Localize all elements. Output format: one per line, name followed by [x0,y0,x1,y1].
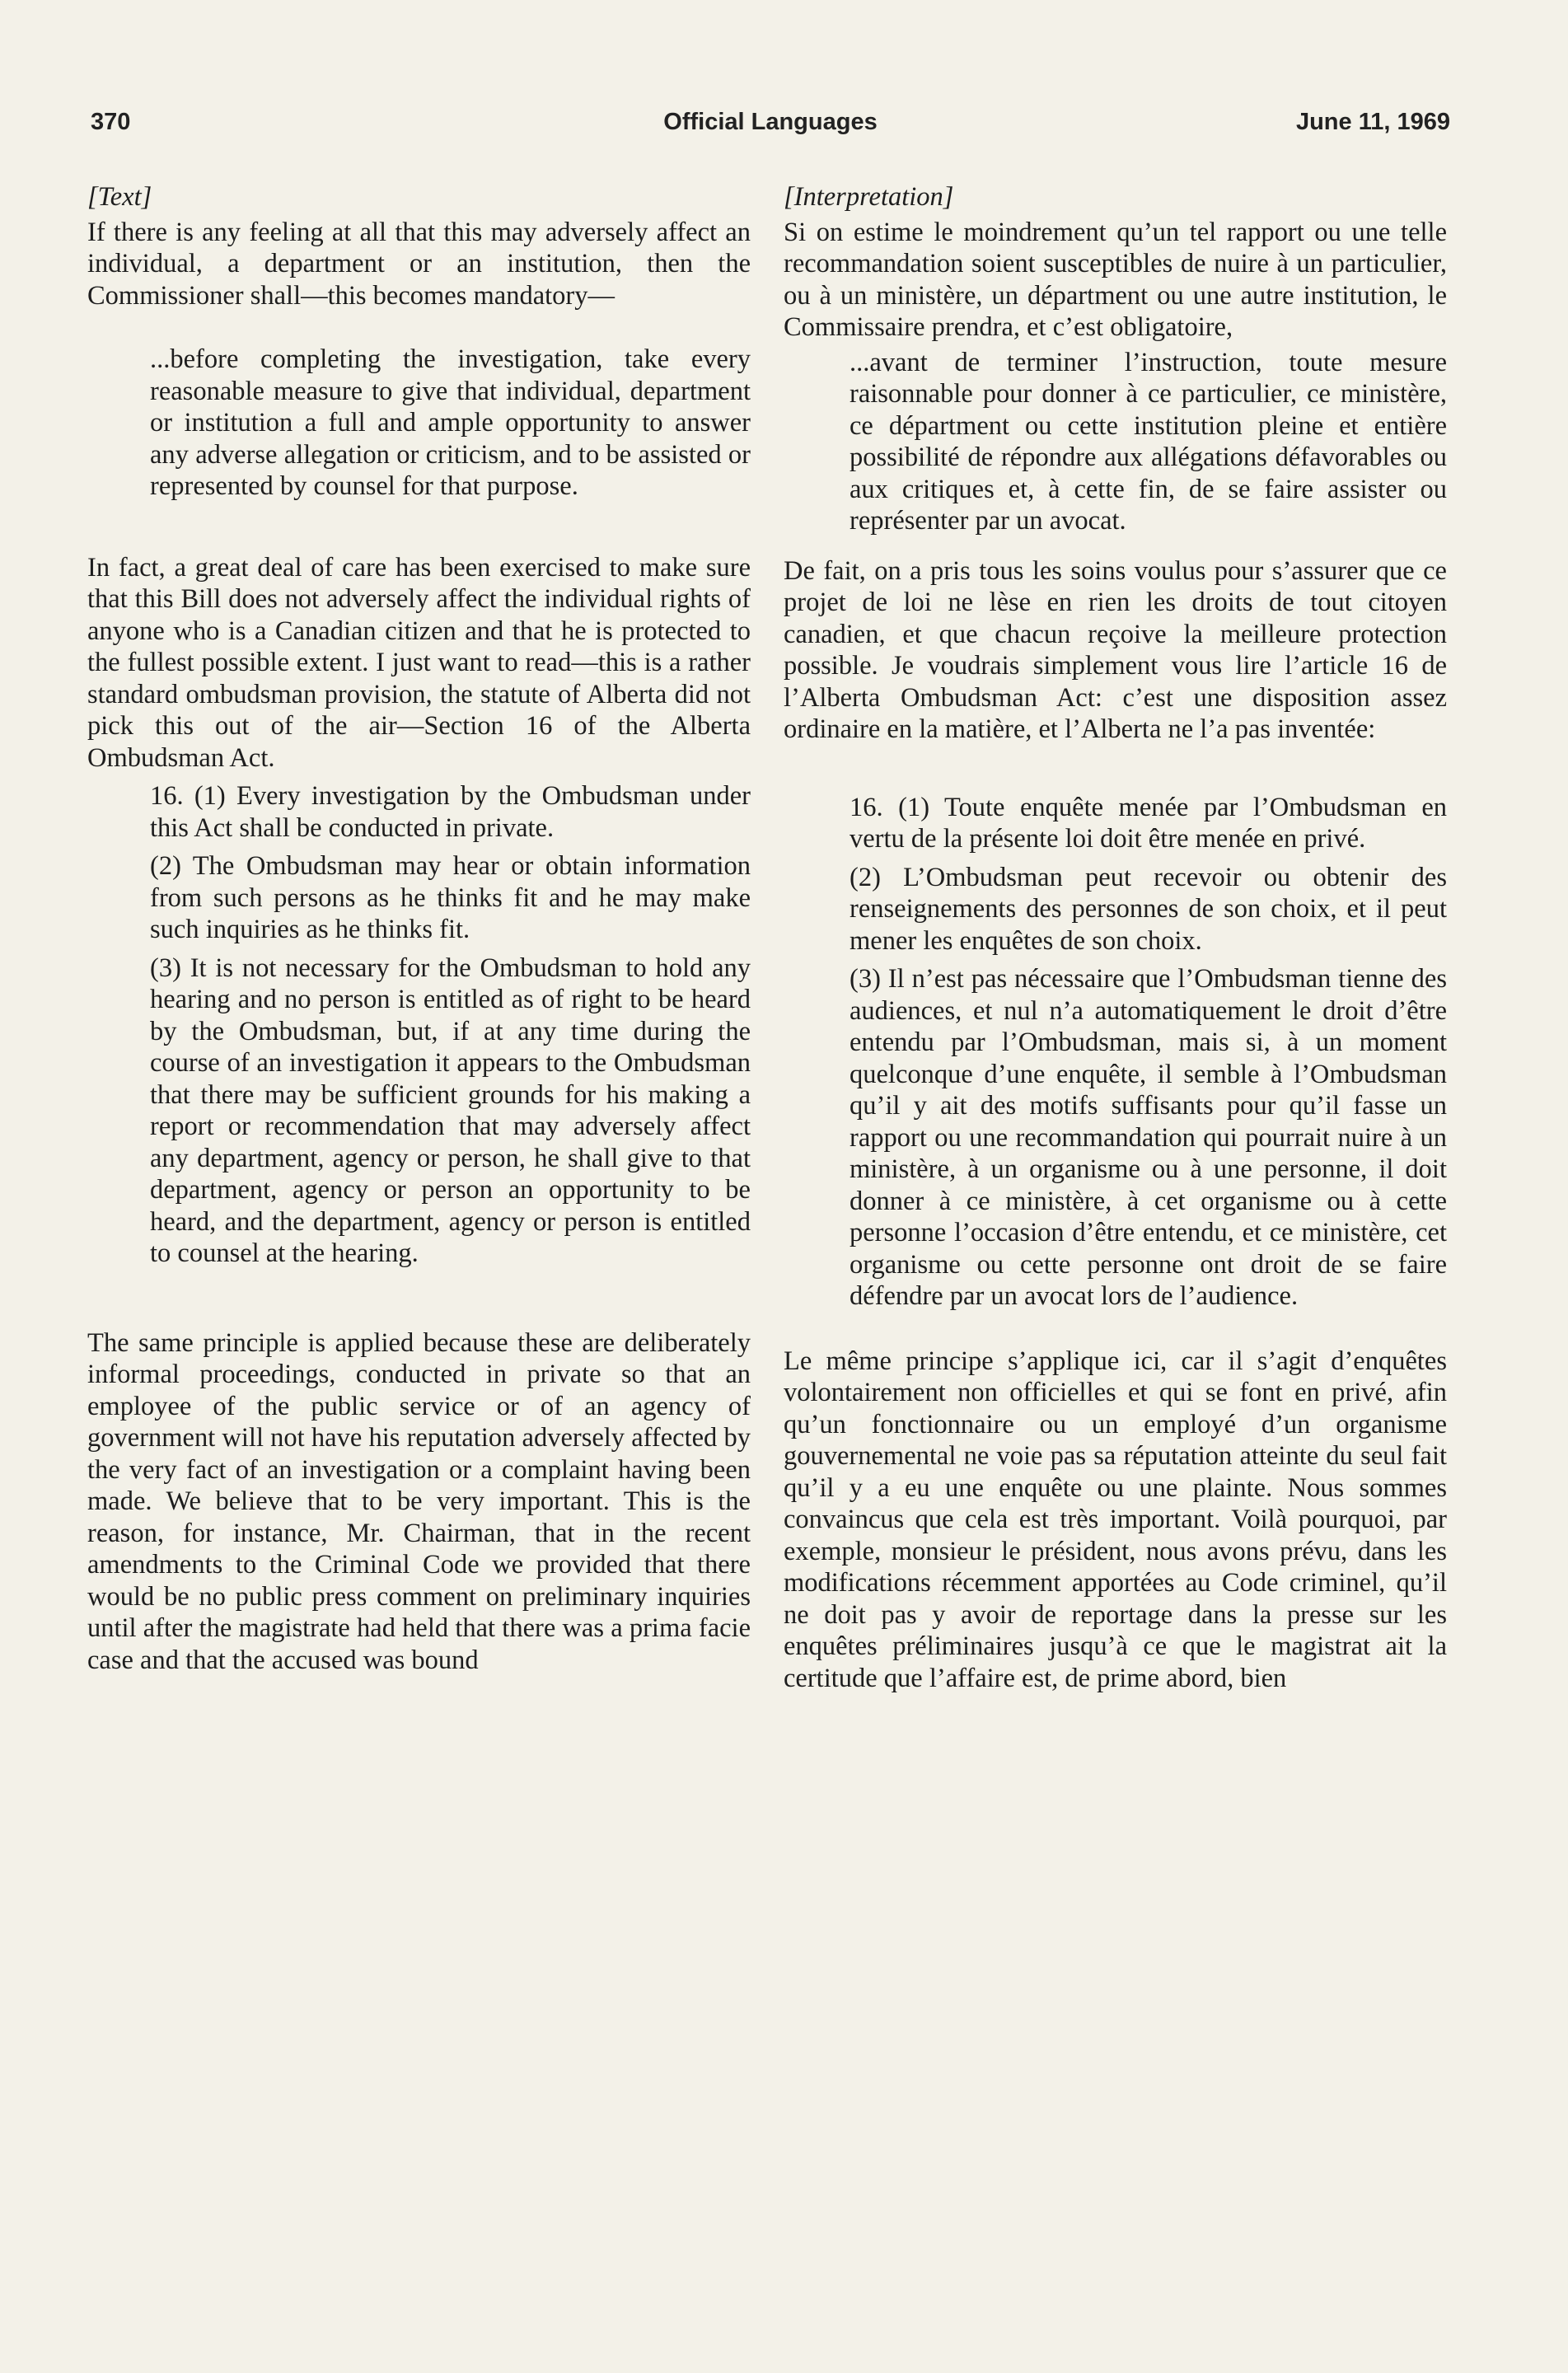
section-16-1-fr: 16. (1) Toute enquête menée par l’Ombudsman en vertu de la présente loi doit être menée en privé. [850,792,1447,854]
paragraph-3: The same principle is applied because these are deliberately informal proceedings, conducted in private so that an employee of the public service or of an agency of government will not have his reputation adversely affected by the very fact of an investigation or a complaint having been made. We believe that to be very important. This is the reason, for instance, Mr. Chairman, that in the recent amendments to the Criminal Code we provided that there would be no public press comment on preliminary inquiries until after the magistrate had held that there was a prima facie case and that the accused was bound [87,1327,751,1675]
text-label: [Text] [87,182,152,212]
quotation-1-fr: ...avant de terminer l’instruction, toute mesure raisonnable pour donner à ce particulier, ce ministère, ce départment ou cette institution pleine et entière possibilité de répondre aux allégations défavorables ou aux critiques et, à cette fin, de se faire assister ou représenter par un avocat. [850,347,1447,536]
paragraph-2: In fact, a great deal of care has been exercised to make sure that this Bill does not adversely affect the individual rights of anyone who is a Canadian citizen and that he is protected to the fullest possible extent. I just want to read—this is a rather standard ombudsman provision, the statute of Alberta did not pick this out of the air—Section 16 of the Alberta Ombudsman Act. [87,552,751,773]
paragraph-1: If there is any feeling at all that this may adversely affect an individual, a department or an institution, then the Commissioner shall—this becomes mandatory— [87,217,751,311]
french-column [784,181,1447,1694]
quotation-1: ...before completing the investigation, take every reasonable measure to give that individual, department or institution a full and ample opportunity to answer any adverse allegation or criticism, and to be assisted or represented by counsel for that purpose. [150,344,751,501]
page-number: 370 [91,109,131,135]
page-date: June 11, 1969 [1295,109,1450,135]
section-16-3: (3) It is not necessary for the Ombudsman to hold any hearing and no person is entitled as of right to be heard by the Ombudsman, but, if at any time during the course of an investigation it appears to the Ombudsman that there may be sufficient grounds for his making a report or recommendation that may adversely affect any department, agency or person, he shall give to that department, agency or person an opportunity to be heard, and the department, agency or person is entitled to counsel at the hearing. [150,952,751,1268]
interpretation-label: [Interpretation] [784,182,954,212]
paragraph-1-fr: Si on estime le moindrement qu’un tel rapport ou une telle recommandation soient susceptibles de nuire à un particulier, ou à un ministère, un départment ou une autre institution, le Commissaire prendra, et c’est obligatoire, [784,217,1447,342]
section-16-2-fr: (2) L’Ombudsman peut recevoir ou obtenir des renseignements des personnes de son choix, et il peut mener les enquêtes de son choix. [850,862,1447,956]
section-16-3-fr: (3) Il n’est pas nécessaire que l’Ombudsman tienne des audiences, et nul n’a automatiquement le droit d’être entendu par l’Ombudsman, mais si, à un moment quelconque d’une enquête, il semble à l’Ombudsman qu’il y ait des motifs suffisants pour qu’il fasse un rapport ou une recommandation qui pourrait nuire à un ministère, à un organisme ou à une personne, il doit donner à ce ministère, à cet organisme ou à cette personne l’occasion d’être entendu, et ce ministère, cet organisme ou cette personne ont droit de se faire défendre par un avocat lors de l’audience. [850,964,1447,1311]
section-16-2: (2) The Ombudsman may hear or obtain information from such persons as he thinks fit and he may make such inquiries as he thinks fit. [150,851,751,944]
page-header [91,109,1450,150]
english-column [87,181,751,1676]
running-title: Official Languages [663,109,878,135]
paragraph-2-fr: De fait, on a pris tous les soins voulus pour s’assurer que ce projet de loi ne lèse en rien les droits de tout citoyen canadien, et que chacun reçoive la meilleure protection possible. Je voudrais simplement vous lire l’article 16 de l’Alberta Ombudsman Act: c’est une disposition assez ordinaire en la matière, et l’Alberta ne l’a pas inventée: [784,555,1447,744]
paragraph-3-fr: Le même principe s’applique ici, car il s’agit d’enquêtes volontairement non officielles et qui se font en privé, afin qu’un fonctionnaire ou un employé d’un organisme gouvernemental ne voie pas sa réputation atteinte du seul fait qu’il y a eu une enquête ou une plainte. Nous sommes convaincus que cela est très important. Voilà pourquoi, par exemple, monsieur le président, nous avons prévu, dans les modifications récemment apportées au Code criminel, qu’il ne doit pas y avoir de reportage dans la presse sur les enquêtes préliminaires jusqu’à ce que le magistrat ait la certitude que l’affaire est, de prime abord, bien [784,1346,1447,1693]
section-16-1: 16. (1) Every investigation by the Ombudsman under this Act shall be conducted in private. [150,781,751,843]
